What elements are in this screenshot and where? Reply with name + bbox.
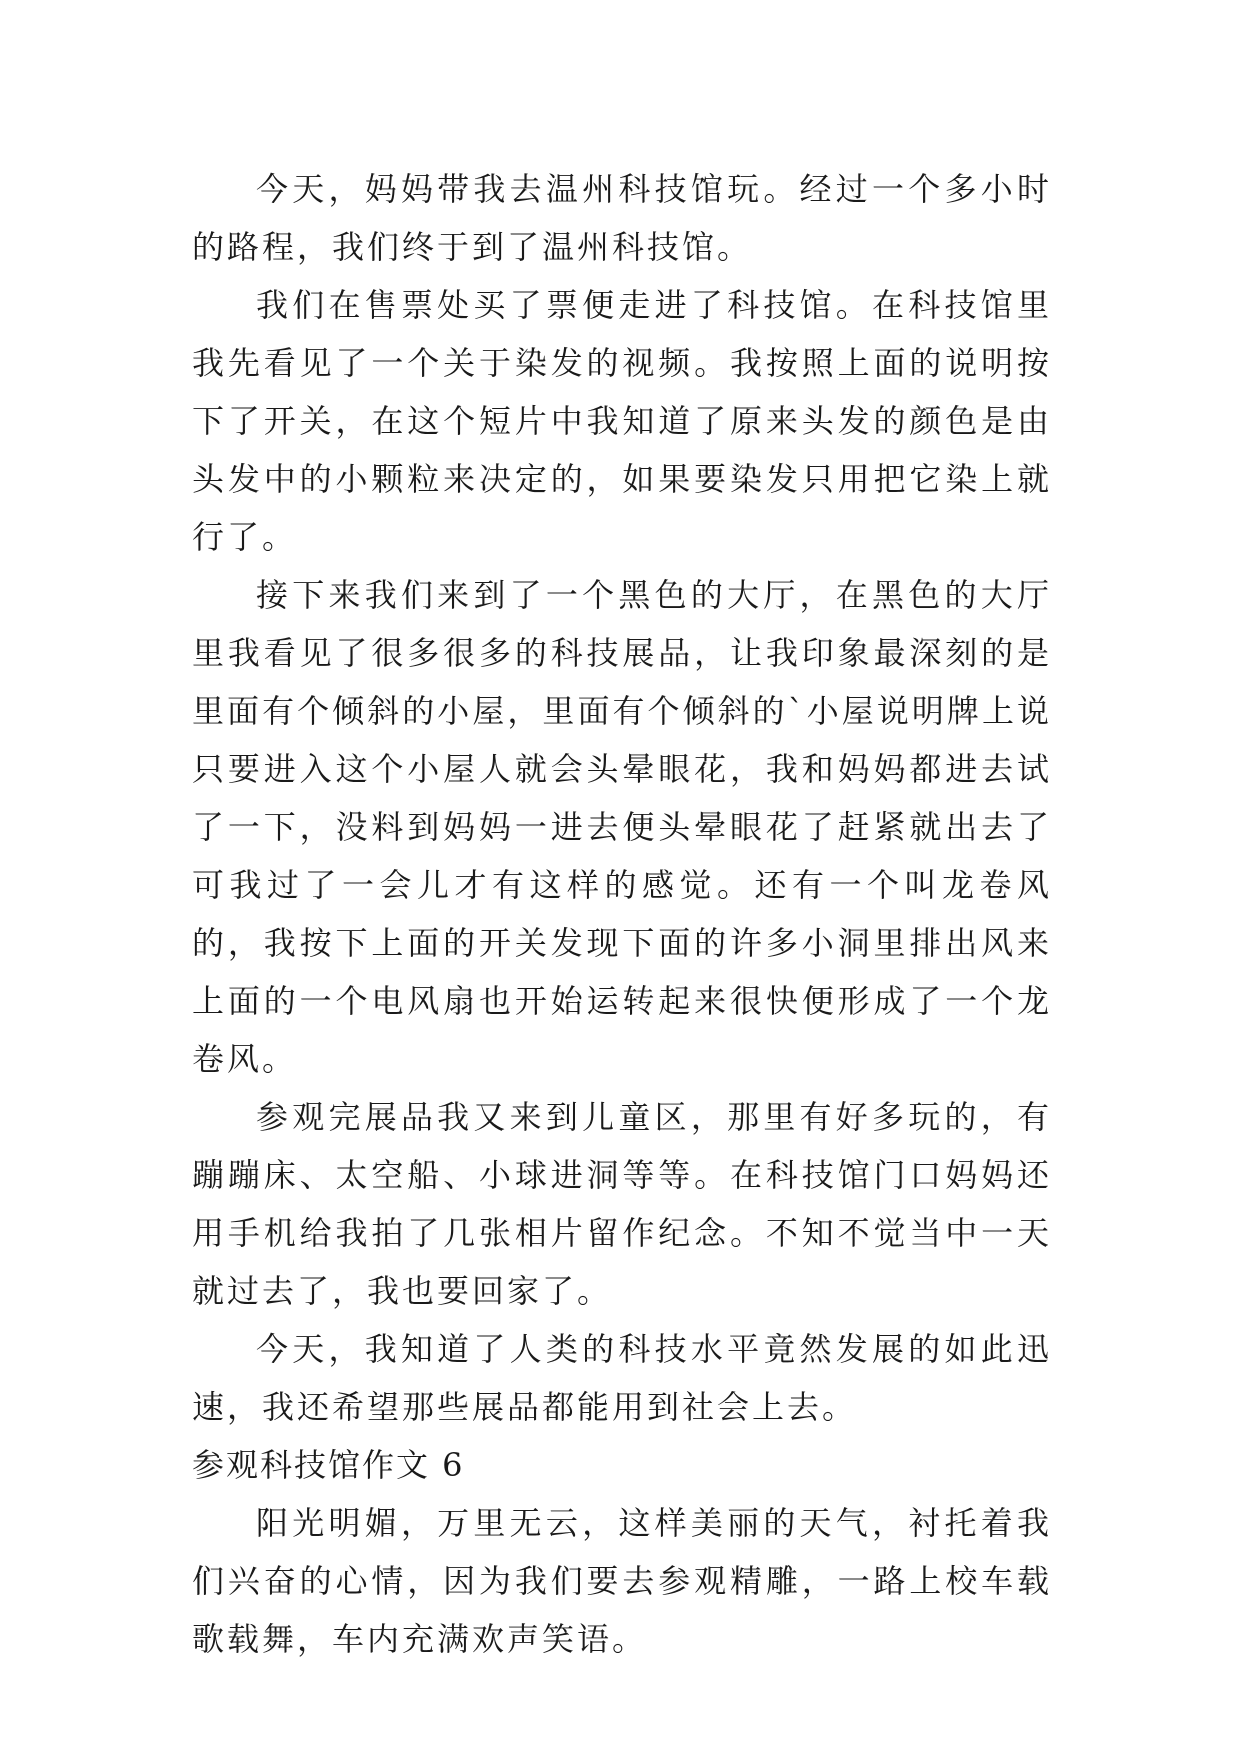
paragraph: 今天，我知道了人类的科技水平竟然发展的如此迅速，我还希望那些展品都能用到社会上去。: [192, 1330, 1052, 1426]
section-heading: 参观科技馆作文 6: [192, 1446, 465, 1484]
paragraph: 接下来我们来到了一个黑色的大厅，在黑色的大厅里我看见了很多很多的科技展品，让我印象最深刻的是里面有个倾斜的小屋，里面有个倾斜的`小屋说明牌上说只要进入这个小屋人就会头晕眼花，我和妈妈都进去试了一下，没料到妈妈一进去便头晕眼花了赶紧就出去了可我过了一会儿才有这样的感觉。还有一个叫龙卷风的，我按下上面的开关发现下面的许多小洞里排出风来上面的一个电风扇也开始运转起来很快便形成了一个龙卷风。: [192, 576, 1052, 1078]
paragraph: 今天，妈妈带我去温州科技馆玩。经过一个多小时的路程，我们终于到了温州科技馆。: [192, 170, 1052, 266]
document-body: [192, 160, 1052, 1668]
paragraph: 参观完展品我又来到儿童区，那里有好多玩的，有蹦蹦床、太空船、小球进洞等等。在科技馆门口妈妈还用手机给我拍了几张相片留作纪念。不知不觉当中一天就过去了，我也要回家了。: [192, 1098, 1052, 1310]
paragraph: 我们在售票处买了票便走进了科技馆。在科技馆里我先看见了一个关于染发的视频。我按照上面的说明按下了开关，在这个短片中我知道了原来头发的颜色是由头发中的小颗粒来决定的，如果要染发只用把它染上就行了。: [192, 286, 1052, 556]
paragraph: 阳光明媚，万里无云，这样美丽的天气，衬托着我们兴奋的心情，因为我们要去参观精雕，一路上校车载歌载舞，车内充满欢声笑语。: [192, 1504, 1052, 1658]
